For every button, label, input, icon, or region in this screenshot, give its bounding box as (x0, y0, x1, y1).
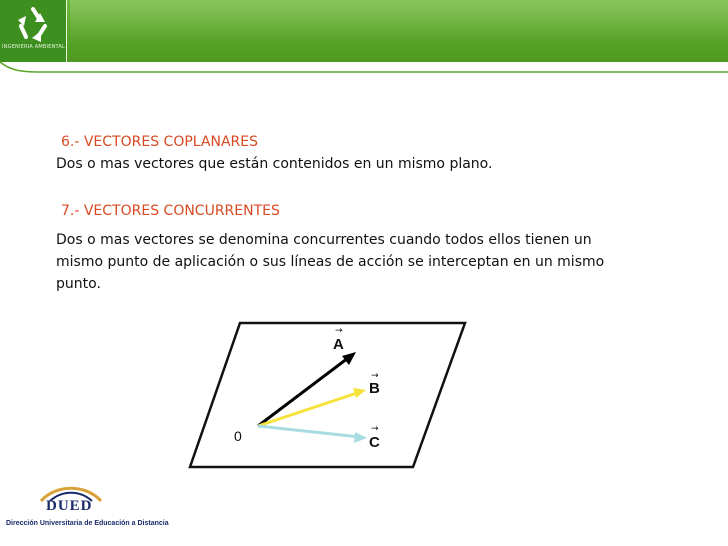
vector-a-arrowhead (342, 352, 356, 365)
section-7-line: punto. (56, 276, 101, 292)
section-6-title: 6.- VECTORES COPLANARES (61, 134, 258, 150)
plane (190, 323, 465, 467)
vector-b-label: B (369, 380, 380, 397)
vector-c-arrow-symbol: → (371, 424, 379, 434)
vector-c-arrowhead (354, 432, 367, 443)
logo-caption: INGENIERIA AMBIENTAL (2, 44, 65, 50)
vector-a-label: A (333, 336, 344, 353)
dued-logo-text: DUED (46, 498, 93, 514)
vector-b-line (258, 392, 360, 426)
vector-b-arrow-symbol: → (371, 371, 379, 381)
vector-a-line (258, 355, 352, 426)
vector-a-arrow-symbol: → (335, 326, 343, 336)
section-7-line: Dos o mas vectores se denomina concurrentes cuando todos ellos tienen un (56, 232, 592, 248)
section-7-title: 7.- VECTORES CONCURRENTES (61, 203, 280, 219)
section-6-text: Dos o mas vectores que están contenidos en un mismo plano. (56, 156, 493, 172)
dued-subtitle: Dirección Universitaria de Educación a Distancia (6, 520, 169, 527)
vector-b-arrowhead (353, 388, 366, 398)
vector-c-line (258, 426, 360, 437)
section-7-line: mismo punto de aplicación o sus líneas de acción se interceptan en un mismo (56, 254, 605, 270)
origin-label: 0 (234, 428, 242, 444)
vector-c-label: C (369, 434, 380, 451)
